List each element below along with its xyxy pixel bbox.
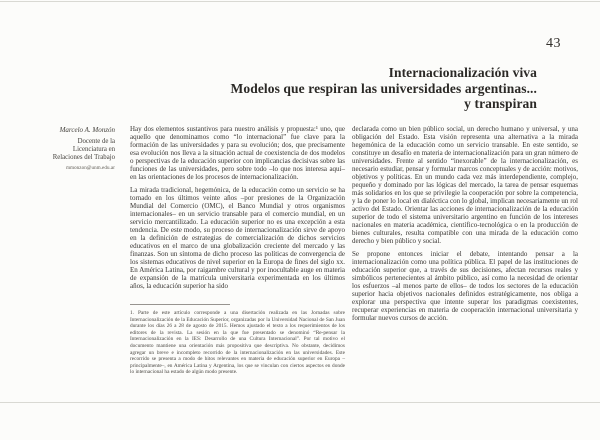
body-column-right — [352, 125, 578, 326]
top-rule — [0, 1, 600, 2]
footnote: 1. Parte de este artículo corresponde a una disertación realizada en las Jornadas sobre Internacionalización de la Educación Superior, organizadas por la Universidad Nacional de San Juan durante los días 26 a 28 de agosto de 2015. Hemos ajustado el texto a los requerimientos de los editores de la revista. La sesión en la que fue presentado se denominó “Re-pensar la Internacionalización en la IES: Desarrollo de una Cultura Internacional”. Por tal motivo el documento mantiene una orientación más propositiva que descriptiva. No obstante, decidimos agregar un breve e incompleto recorrido de la internacionalización en las universidades. Este recorrido se presenta a modo de hitos relevantes en materia de educación superior en Europa –principalmente–, en América Latina y Argentina, los que se vinculan con ciertos aspectos en donde lo internacional ha estado de algún modo presente. — [130, 310, 345, 376]
paragraph: Se propone entonces iniciar el debate, intentando pensar a la internacionalización como una política pública. El papel de las instituciones de educación superior que, a través de sus decisiones, afectan recursos reales y simbólicos pertenecientes al ámbito público, así como la necesidad de orientar los esfuerzos –al menos parte de ellos– de todos los sectores de la educación superior hacia objetivos nacionales definidos estratégicamente, nos obliga a explorar una perspectiva que intente superar los paradigmas coexistentes, recuperar experiencias en materia de cooperación internacional universitaria y formular nuevos cursos de acción. — [352, 249, 578, 322]
body-column-left — [130, 125, 345, 294]
paragraph: declarada como un bien público social, un derecho humano y universal, y una obligación del Estado. Esta visión representa una alternativa a la mirada hegemónica de la educación como un servicio transable. En este sentido, se constituye un desafío en materia de internacionalización para un gran número de universidades. Frente al sentido “inexorable” de la internacionalización, es necesario estudiar, pensar y formular marcos conceptuales y de acción: motivos, objetivos y políticas. En un mundo cada vez más interdependiente, complejo, pequeño y dominado por las lógicas del mercado, la tarea de pensar esquemas más solidarios en los que se privilegie la cooperación por sobre la competencia, y la de poner lo local en dialéctica con lo global, implican necesariamente un rol activo del Estado. Orientar las acciones de internacionalización de la educación superior de todo el sistema universitario argentino en función de los intereses nacionales en materia académica, científico-tecnológica o en la producción de bienes culturales, resulta compatible con una mirada de la educación como derecho y bien público y social. — [352, 125, 578, 245]
author-affiliation-line-1: Docente de la — [77, 138, 115, 145]
paragraph: Hay dos elementos sustantivos para nuestro análisis y propuesta:¹ uno, que aquello que denominamos como “lo internacional” fue clave para la formación de las universidades y para su evolución; dos, que precisamente esa evolución nos lleva a la situación actual de coexistencia de dos modelos o perspectivas de la educación superior con implicancias decisivas sobre las funciones de las universidades, pero sobre todo –lo que nos interesa aquí– en las orientaciones de los procesos de internacionalización. — [130, 125, 345, 181]
title-line-3: y transpiran — [464, 96, 537, 111]
paragraph: La mirada tradicional, hegemónica, de la educación como un servicio se ha tornado en los últimos veinte años –por presiones de la Organización Mundial del Comercio (OMC), el Banco Mundial y otros organismos internacionales– en un servicio transable para el comercio mundial, en un servicio mercantilizado. La educación superior no es una excepción a esta tendencia. De este modo, su proceso de internacionalización sirve de apoyo en la definición de estrategias de comercialización de dichos servicios educativos en el marco de una globalización creciente del mercado y las finanzas. Son un síntoma de dicho proceso las políticas de convergencia de los sistemas educativos de nivel superior en la Europa de fines del siglo xx. En América Latina, por raigambre cultural y por inocultable auge en materia de expansión de la matrícula universitaria experimentada en los últimos años, la educación superior ha sido — [130, 185, 345, 290]
page-number: 43 — [546, 36, 561, 51]
title-line-1: Internacionalización viva — [388, 65, 537, 80]
bottom-rule — [0, 402, 600, 403]
article-title — [120, 65, 537, 112]
author-block — [15, 126, 115, 172]
author-email: mmonzon@unm.edu.ar — [66, 165, 115, 171]
title-line-2: Modelos que respiran las universidades argentinas... — [230, 80, 537, 96]
author-name: Marcelo A. Monzón — [59, 126, 115, 134]
footnote-rule — [130, 304, 230, 305]
author-affiliation-line-2: Licenciatura en — [72, 145, 115, 153]
author-affiliation-line-3: Relaciones del Trabajo — [52, 153, 115, 161]
